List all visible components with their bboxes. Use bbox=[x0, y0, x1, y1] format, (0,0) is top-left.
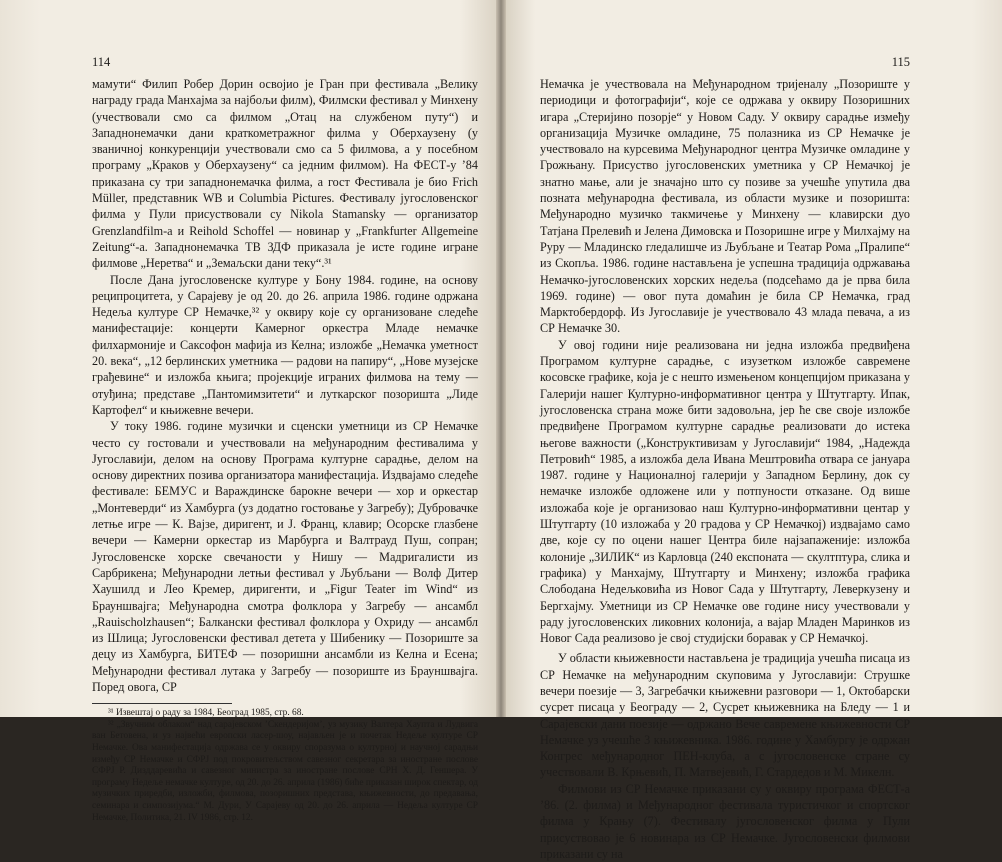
footnote: ³² „Звучним облаком“ над сарајевском ’Скендеријом’, уз музику Валтера Хаупта и Лудвига ван Бетовена, и уз највећи европски ласер-шоу, најављен је и почетак Недеље културе СР Немачке. Ова манифестација одржава се у оквиру споразума о културној и научној сарадњи између СР Немачке и СФРЈ под покровитељством савезног секретара за иностране послове СФРЈ Р. Дизддаревића и савезног министра за иностране послове СРН Х. Д. Геншера. У програму Недеље немачке културе, од 20. до 26. априла (1986) биће приказан широк спектар, од музичких приредби, изложби, филмова, позоришних представа, књижевности, до предавања, семинара и симпозијума.“ М. Дури, У Сарајеву од 20. до 26. априла — Недеља културе СР Немачке, Политика, 21. IV 1986, стр. 12. bbox=[92, 719, 478, 823]
paragraph: У области књижевности настављена је традиција учешћа писаца из СР Немачке на међународним скуповима у Југославији: Струшке вечери поезије — 3, Загребачки књижевни разговори — 1, Октобарски сусрет писаца у Београду — 2, Сусрет књижевника на Бледу — 1 и Сарајевски дани поезије — одржано Вече савремене књижевности СР Немачке уз учешће 3 књижевника. 1986. године у Хамбургу је одржан Конгрес међународног ПЕН-клуба, а с југословенске стране су учествовали В. Крњевић, П. Матвејевић, Г. Стардедов и М. Микелн. bbox=[540, 651, 910, 780]
body-text bbox=[540, 76, 910, 862]
page-number: 114 bbox=[92, 55, 111, 69]
paragraph: У овој години није реализована ни једна изложба предвиђена Програмом културне сарадње, с изузетком изложбе савремене косовске графике, која је с нешто измењеном концепцијом приказана у Галерији нашег Културно-информативног центра у Штутгарту. Ипак, југословенска страна може бити задовољна, јер ће све своје изложбе предвиђене Програмом културне сарадње реализовати до истека његове важности („Конструктивизам у Југославији“ 1984, „Надежда Петровић“ 1985, а изложба дела Ивана Мештровића отвара се јануара 1987. године у Националној галерији у Западном Берлину, док су немачке изложбе одложене или у потпуности отказане. Од више изложаба које је организовао наш Културно-информативни центар у Штутгарту (10 изложаба у 20 градова у СР Немачкој) издвајамо само две, које су по оцени нашег Центра биле најзапаженије: изложба колоније „ЗИЛИК“ из Карловца (240 експоната — скултптура, слика и графика) у Манхајму, Штутгарту и Минхену; изложба графика Слободана Недељковића из Новог Сада у Штутгарту, Леверкузену и Бергхајму. Уметници из СР Немачке ове године нису учествовали у раду југословенских ликовних колонија, а вајар Младен Маринков из Новог Сада реализово је свој студијски боравак у СР Немачкој. bbox=[540, 337, 910, 646]
footnotes bbox=[92, 708, 478, 824]
paragraph: После Дана југословенске културе у Бону 1984. године, на основу реципроцитета, у Сарајеву је од 20. до 26. априла 1986. године одржана Недеља културе СР Немачке,³² у оквиру које су организоване следеће манифестације: концерти Камерног оркестра Младе немачке филхармоније и Саксофон мафија из Келна; изложбе „Немачка уметност 20. века“, „12 берлинских уметника — радови на папиру“, „Нове музејске грађевине“ и изложба књига; пројекције играних филмова на тему — отуђина; представе „Пантомимзитети“ и луткарског позоришта „Лиде Картофел“ и књижевне вечери. bbox=[92, 272, 478, 417]
footnote-divider bbox=[92, 703, 232, 704]
body-text bbox=[92, 76, 478, 695]
right-page bbox=[500, 0, 1002, 861]
paragraph: У току 1986. године музички и сценски уметници из СР Немачке често су гостовали и учествовали на међународним фестивалима у Југославији, делом на основу Програма културне сарадње, делом на основу директних позива организатора манифестација. Издвајамо следеће фестивале: БЕМУС и Вараждинске барокне вечери — хор и оркестар „Монтеверди“ из Хамбурга (уз додатно гостовање у Загребу); Дубровачке летње игре — К. Вајзе, диригент, и Ј. Франц, клавир; Осорске глазбене вечери — Камерни оркестар из Марбурга и Валтрауд Пуш, сопран; Југословенске хорске свечаности у Нишу — Мадригалисти из Сарбрикена; Међународни летњи фестивал у Љубљани — Волф Дитер Хаушилд и Лео Кремер, диригенти, и „Figur Teater im Wind“ из Брауншвајга; Међународна смотра фолклора у Загребу — ансамбл „Rauischolzhausen“; Балкански фестивал фолклора у Охриду — ансамбл из Шлица; Југословенски фестивал детета у Шибенику — Позориште за децу из Хамбурга, БИТЕФ — позоришни ансамбли из Келна и Есена; Међународни фестивал лутака у Загребу — позориште из Брауншвајга. Поред овога, СР bbox=[92, 419, 478, 694]
page-number: 115 bbox=[891, 55, 910, 69]
book-gutter bbox=[496, 0, 506, 717]
left-page bbox=[0, 0, 500, 823]
paragraph: мамути“ Филип Робер Дорин освојио је Гран при фестивала „Велику награду града Манхајма за најбољи филм), Филмски фестивал у Минхену (учествовали смо са филмом „Отац на службеном путу“) и Западнонемачки дани краткометражног филма у Оберхаузену (у званичној конкуренцији учествовали смо са 5 филмова, а у посебном програму „Краков у Оберхаузену“ са једним филмом). На ФЕСТ-у ’84 приказана су три западнонемачка филма, а гост Фестивала је био Frich Müller, представник WB и Columbia Pictures. Фестивалу југословенског филма у Пули присуствовали су Nikola Stamansky — организатор Grenzlandfilm-a и Reihold Schoffel — новинар у „Frankfurter Allgemeine Zeitung“-а. Западнонемачка ТВ ЗДФ приказала је исте године игране филмове „Неретва“ и „Земаљски дани теку“.³¹ bbox=[92, 77, 478, 271]
paragraph: Немачка је учествовала на Међународном тријеналу „Позориште у периодици и фотографији“, које се одржава у оквиру Позоришних игара „Стеријино позорје“ у Новом Саду. У оквиру сарадње између организација Музичке омладине, 75 полазника из СР Немачке је учествовало на курсевима Међународног центра Музичке омладине у Грожњану. Присуство југословенских уметника у СР Немачкој је знатно мање, али је значајно што су позиве за учешће упутила два позната међународна фестивала, из области музике и позоришта: Међународно музичко такмичење у Минхену — клавирски дуо Татјана Прелевић и Јелена Димовска и Позоришне игре у Милхајму на Руру — Младинско гледалишче из Љубљане и Театар Рома „Пралипе“ из Скопља. 1986. године настављена је успешна традиција одржавања Немачко-југословенских хорских недеља (подсећамо да је прва била 1969. године) — овог пута домаћин је била СР Немачка, град Марктобердорф. Из Југославије је учествовало 43 млада певача, а из СР Немачке 30. bbox=[540, 77, 910, 336]
footnote: ³¹ Извештај о раду за 1984, Београд 1985, стр. 68. bbox=[108, 708, 304, 719]
paragraph: Филмови из СР Немачке приказани су у оквиру програма ФЕСТ-а ’86. (2. филма) и Међународног фестивала туристичког и спортског филма у Крању (7). Фестивалу југословенског филма у Пули присуствовао је 6 новинара из СР Немачке. Југословенски филмови приказани су на bbox=[540, 781, 910, 861]
